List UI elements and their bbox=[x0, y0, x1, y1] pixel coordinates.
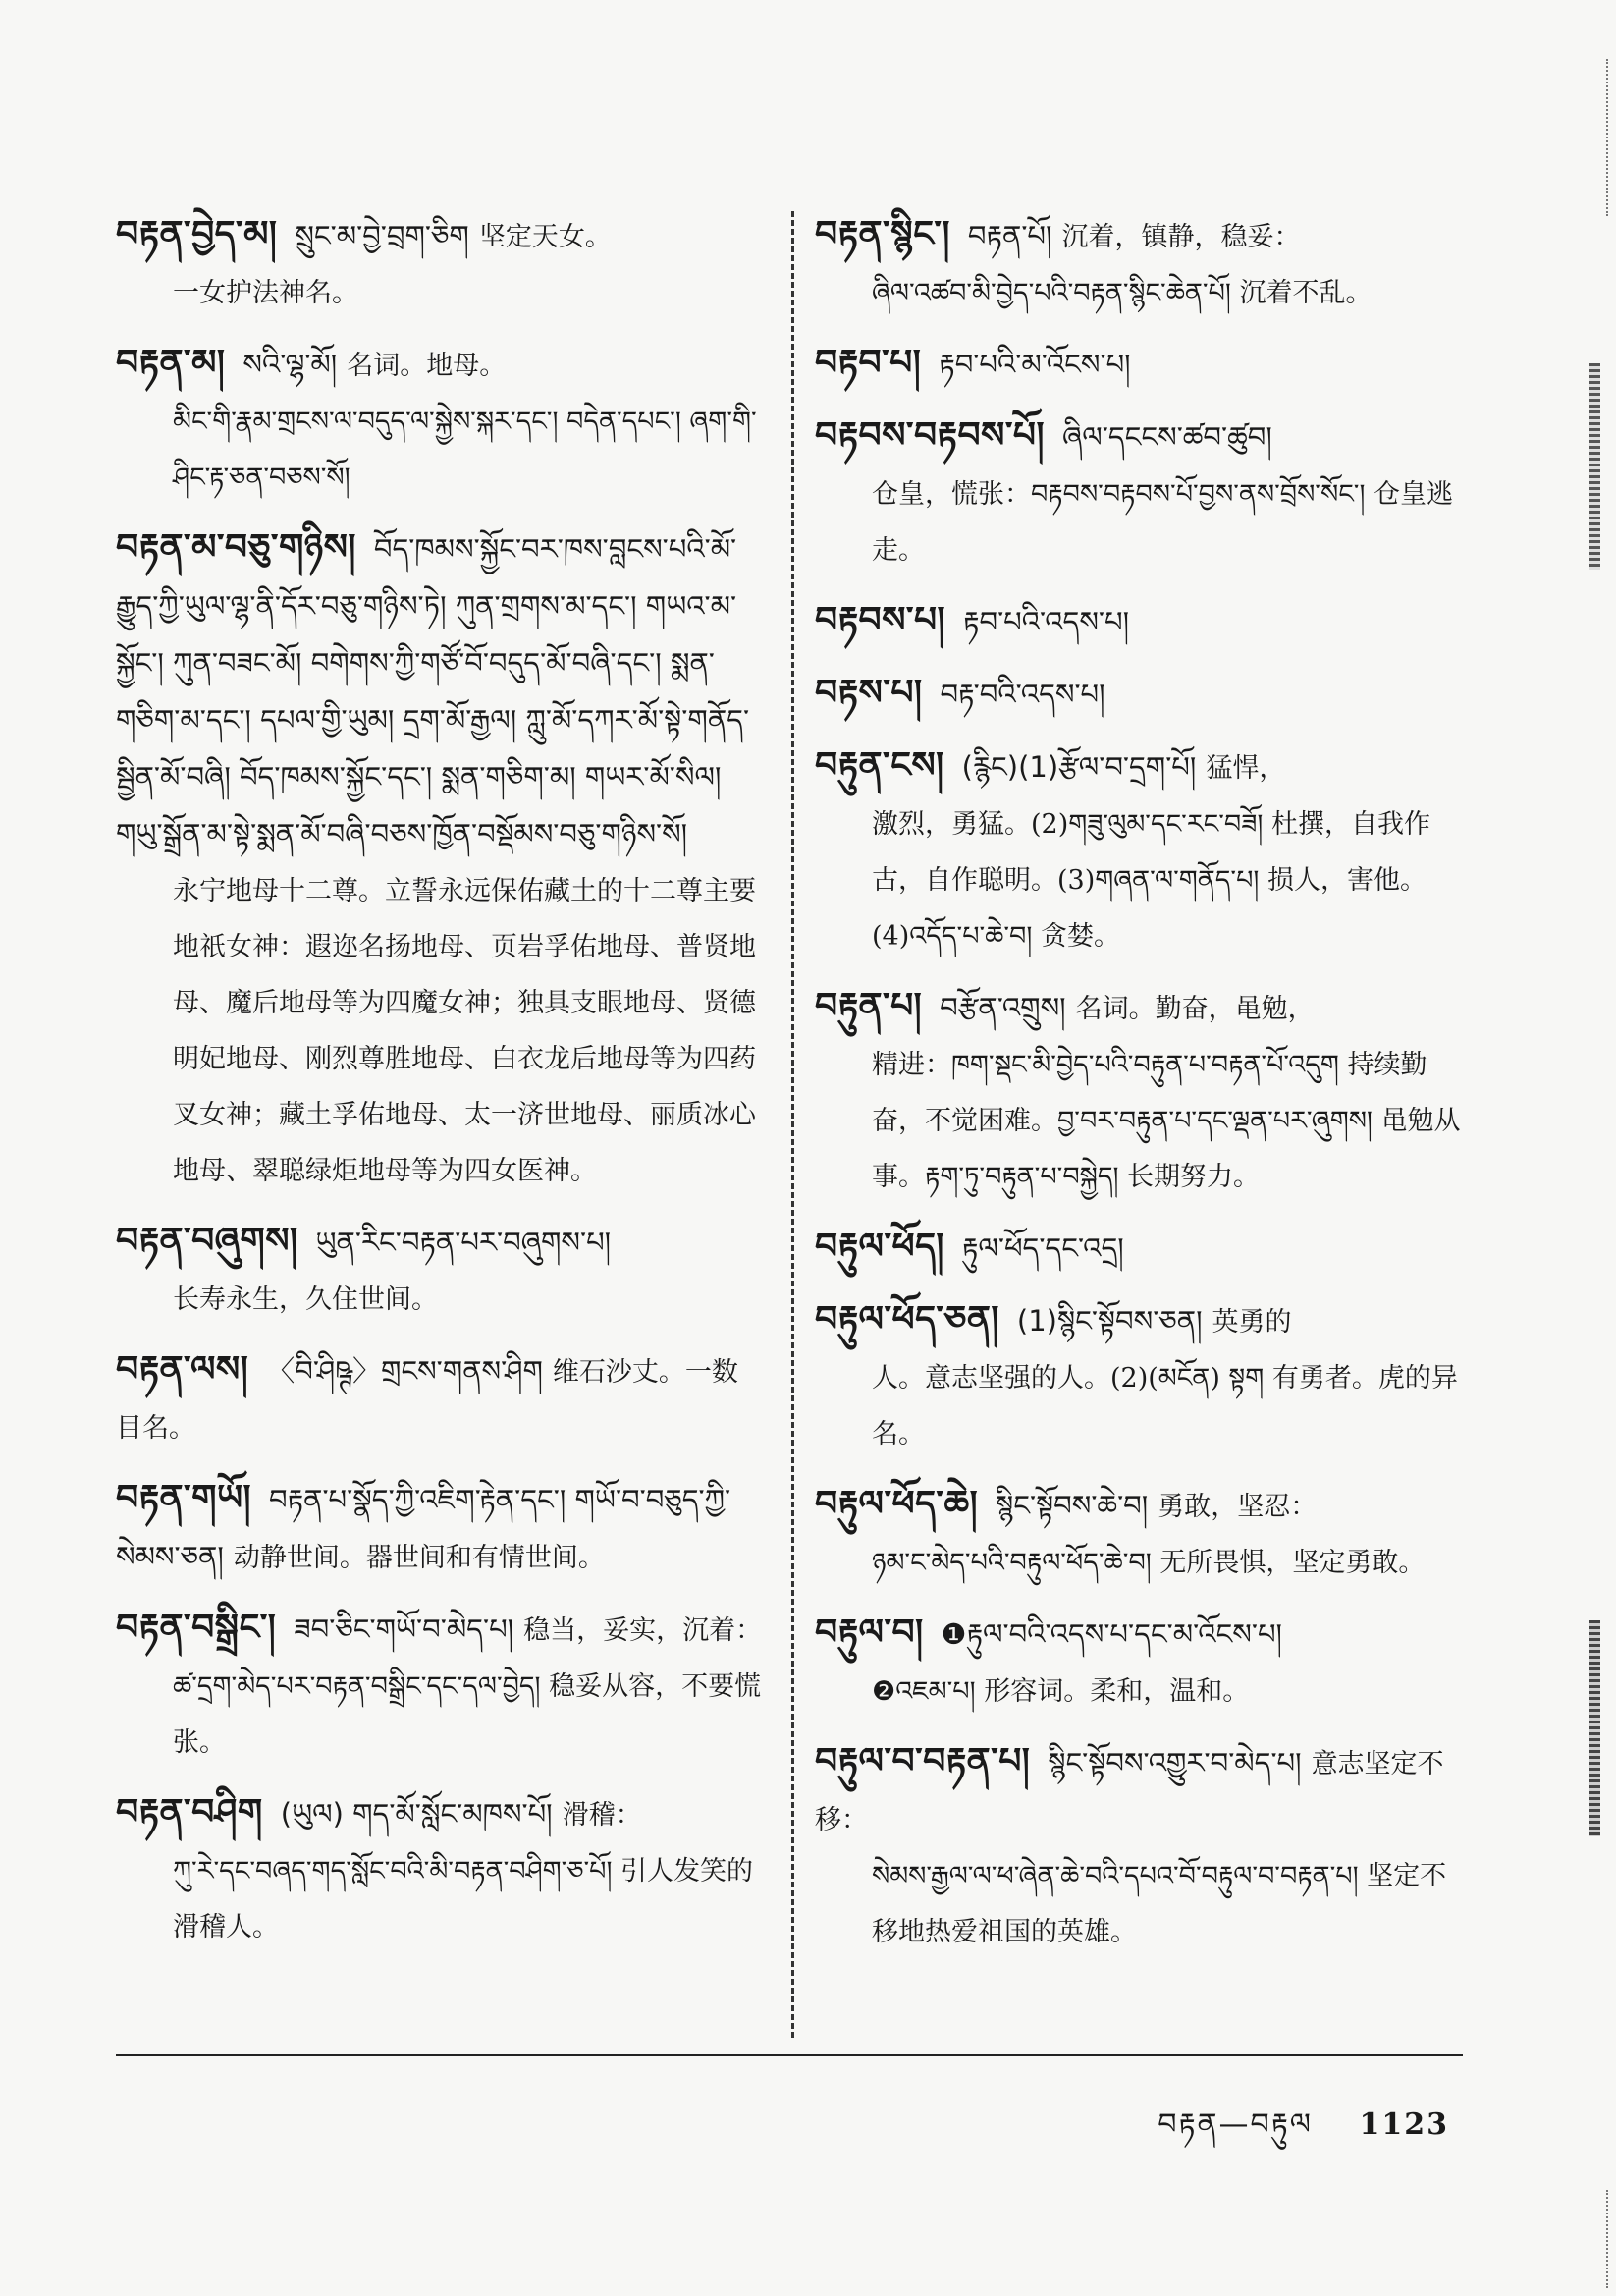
entry-headword: བརྟན་བཤིག bbox=[116, 1792, 263, 1832]
entry-definition-tibetan: ཞིལ་དངངས་ཚབ་ཚུབ། bbox=[1062, 420, 1272, 454]
entry-body: ཀུ་རེ་དང་བཞད་གད་སློང་བའི་མི་བརྟན་བཤིག་ཅ་པོ། 引人发笑的滑稽人。 bbox=[173, 1856, 754, 1942]
entry-definition-chinese: 勇敢，坚忍： bbox=[1158, 1492, 1318, 1522]
entry-definition-tibetan: ཟབ་ཅིང་གཡོ་བ་མེད་པ། bbox=[294, 1613, 514, 1646]
entry-headword: བརྟན་བསྒྲིང་། bbox=[116, 1608, 277, 1648]
entry-headword: བརྟན་བཞུགས། bbox=[116, 1221, 298, 1261]
entry-definition-tibetan: སའི་ལྷ་མོ། bbox=[242, 348, 338, 381]
scan-edge-mark bbox=[1579, 59, 1608, 216]
entry-definition-tibetan: བརྩོན་འགྲུས། bbox=[940, 991, 1066, 1024]
dictionary-entry bbox=[116, 1784, 764, 1955]
entry-headword: བརྟན་མ། bbox=[116, 343, 226, 383]
dictionary-entry bbox=[116, 1470, 764, 1586]
entry-definition-tibetan: (རྙིང)(1)རྩོལ་བ་དྲག་པོ། bbox=[961, 750, 1197, 784]
dictionary-entry bbox=[116, 519, 764, 1199]
entry-body: ཚ་དྲག་མེད་པར་བརྟན་བསྒྲིང་དང་དལ་བྱེད། 稳妥从容，不要慌张。 bbox=[173, 1671, 762, 1758]
entry-headword: བརྟུན་ངས། bbox=[815, 745, 944, 786]
right-column bbox=[815, 206, 1463, 1974]
entry-headword: བརྟན་བྱེད་མ། bbox=[116, 214, 278, 254]
entry-definition-tibetan: (ཡུལ) གད་མོ་སློང་མཁས་པོ། bbox=[280, 1797, 553, 1831]
entry-headword: བརྟུལ་ཕོད། bbox=[815, 1227, 944, 1267]
entry-definition-tibetan: རྟབ་པའི་འདས་པ། bbox=[963, 605, 1130, 638]
entry-definition-tibetan: བརྟན་པ་སྣོད་ཀྱི་འཇིག་རྟེན་དང་། གཡོ་བ་བཅུད་ཀྱི་སེམས་ཅན། bbox=[116, 1483, 731, 1573]
entry-definition-tibetan: ❶རྟུལ་བའི་འདས་པ་དང་མ་འོངས་པ། bbox=[941, 1617, 1282, 1651]
entry-body: མིང་གི་རྣམ་གྲངས་ལ་བདུད་ལ་སྐྱེས་སྐར་དང་། བདེན་དཔང་། ཞག་གི་ཤིང་རྟ་ཅན་བཅས་སོ། bbox=[173, 407, 757, 493]
entry-definition-tibetan: སྲུང་མ་བྱེ་བྲག་ཅིག bbox=[295, 219, 469, 252]
entry-body: 精进：ཁག་སྡང་མི་བྱེད་པའི་བརྟུན་པ་བརྟན་པོ་འདུག 持续勤奋，不觉困难。བྱ་བར་བརྟུན་པ་དང་ལྡན་པར་ཞུགས། 黾勉从事。རྟག་ཏུ་བརྟུན་པ་བསྐྱེད། 长期努力。 bbox=[872, 1050, 1461, 1192]
entry-headword: བརྟུལ་བ་བརྟན་པ། bbox=[815, 1741, 1031, 1781]
entry-headword: བརྟུལ་ཕོད་ཅན། bbox=[815, 1299, 999, 1339]
entry-body: 仓皇，慌张：བརྟབས་བརྟབས་པོ་བྱས་ནས་བྲོས་སོང་། 仓皇逃走。 bbox=[872, 479, 1454, 566]
entry-definition-chinese: 滑稽： bbox=[562, 1800, 642, 1831]
dictionary-entry bbox=[815, 738, 1463, 964]
dictionary-entry bbox=[815, 1605, 1463, 1720]
entry-definition-tibetan: བོད་ཁམས་སྐྱོང་བར་ཁས་བླངས་པའི་མོ་རྒྱུད་ཀྱི་ཡུལ་ལྷ་ནི་དོར་བཅུ་གཉིས་ཏེ། ཀུན་གྲགས་མ་དང་། གཡའ་མ་སྐྱོང་། ཀུན་བཟང་མོ། བགེགས་ཀྱི་གཙོ་བོ་བདུད་མོ་བཞི་དང་། སྨན་གཅིག་མ་དང་། དཔལ་གྱི་ཡུམ། དྲག་མོ་རྒྱལ། ཀླུ་མོ་དཀར་མོ་སྟེ་གནོད་སྦྱིན་མོ་བཞི། བོད་ཁམས་སྐྱོང་དང་། སྨན་གཅིག་མ། གཡར་མོ་སིལ། གཡུ་སྒྲོན་མ་སྟེ་སྨན་མོ་བཞི་བཅས་ཁྱོན་བསྡོམས་བཅུ་གཉིས་སོ། bbox=[116, 532, 750, 850]
entry-definition-tibetan: སྙིང་སྟོབས་འགྱུར་བ་མེད་པ། bbox=[1048, 1746, 1302, 1779]
column-divider bbox=[791, 211, 794, 2038]
entry-body: སེམས་རྒྱལ་ལ་ཕ་ཞེན་ཆེ་བའི་དཔའ་བོ་བརྟུལ་བ་བརྟན་པ། 坚定不移地热爱祖国的英雄。 bbox=[872, 1861, 1447, 1947]
entry-body: 人。意志坚强的人。(2)(མངོན) སྟག 有勇者。虎的异名。 bbox=[872, 1363, 1458, 1449]
entry-definition-tibetan: བརྟན་པོ། bbox=[967, 219, 1052, 252]
dictionary-entry bbox=[815, 1476, 1463, 1591]
dictionary-entry bbox=[815, 665, 1463, 724]
entry-definition-chinese: 名词。地母。 bbox=[347, 351, 507, 381]
page-number: 1123 bbox=[1359, 2107, 1449, 2142]
entry-body: ❷འཇམ་པ། 形容词。柔和，温和。 bbox=[872, 1676, 1250, 1707]
entry-headword: བརྟབས་བརྟབས་པོ། bbox=[815, 415, 1045, 456]
entry-definition-chinese: 猛悍， bbox=[1206, 753, 1286, 784]
dictionary-entry bbox=[116, 1213, 764, 1328]
entry-definition-chinese: 意志坚定不移： bbox=[815, 1749, 1444, 1835]
scan-edge-mark bbox=[1589, 1620, 1600, 1836]
entry-headword: བརྟབས་པ། bbox=[815, 600, 946, 640]
entry-definition-tibetan: (1)སྙིང་སྟོབས་ཅན། bbox=[1016, 1304, 1203, 1338]
dictionary-entry bbox=[815, 206, 1463, 321]
dictionary-entry bbox=[116, 1600, 764, 1771]
entry-body: 激烈，勇猛。(2)གཟུ་ལུམ་དང་རང་བཟོ། 杜撰，自我作古，自作聪明。(3)གཞན་ལ་གནོད་པ། 损人，害他。(4)འདོད་པ་ཆེ་བ། 贪婪。 bbox=[872, 809, 1430, 952]
scan-edge-mark bbox=[1589, 363, 1600, 570]
entry-definition-chinese: 名词。勤奋，黾勉， bbox=[1075, 994, 1315, 1024]
dictionary-entry bbox=[815, 1291, 1463, 1462]
scan-edge-mark bbox=[1579, 2190, 1608, 2288]
page-footer bbox=[1158, 2092, 1449, 2174]
dictionary-entry bbox=[815, 408, 1463, 578]
left-column bbox=[116, 206, 764, 1969]
entry-definition-chinese: 动静世间。器世间和有情世间。 bbox=[233, 1543, 605, 1573]
entry-headword: བརྟུལ་བ། bbox=[815, 1613, 924, 1653]
entry-body: ཞིལ་འཚབ་མི་བྱེད་པའི་བརྟན་སྙིང་ཆེན་པོ། 沉着不乱。 bbox=[872, 278, 1373, 308]
entry-body: 长寿永生，久住世间。 bbox=[173, 1285, 438, 1315]
dictionary-entry bbox=[815, 1219, 1463, 1278]
entry-definition-chinese: 维石沙丈。一数目名。 bbox=[116, 1357, 738, 1444]
entry-headword: བརྟུན་པ། bbox=[815, 986, 923, 1026]
entry-definition-chinese: 沉着，镇静，稳妥： bbox=[1061, 222, 1301, 252]
entry-headword: བརྟན་གཡོ། bbox=[116, 1478, 252, 1518]
entry-body: ཉམ་ང་མེད་པའི་བརྟུལ་ཕོད་ཆེ་བ། 无所畏惧，坚定勇敢。 bbox=[872, 1548, 1426, 1578]
dictionary-entry bbox=[815, 1733, 1463, 1960]
footer-rule bbox=[116, 2054, 1463, 2056]
entry-definition-tibetan: 〈བི་ཤིཥྚ〉གྲངས་གནས་ཤིག bbox=[266, 1354, 543, 1388]
entry-headword: བརྟན་སྙིང་། bbox=[815, 214, 950, 254]
entry-headword: བརྟུལ་ཕོད་ཆེ། bbox=[815, 1484, 979, 1524]
dictionary-entry bbox=[815, 978, 1463, 1205]
entry-definition-tibetan: བརྟ་བའི་འདས་པ། bbox=[940, 678, 1105, 711]
dictionary-entry bbox=[116, 1341, 764, 1456]
entry-definition-tibetan: ཡུན་རིང་བརྟན་པར་བཞུགས་པ། bbox=[315, 1226, 612, 1259]
entry-definition-tibetan: རྟུལ་ཕོད་དང་འདྲ། bbox=[961, 1231, 1124, 1265]
entry-body: 一女护法神名。 bbox=[173, 278, 358, 308]
entry-headword: བརྟས་པ། bbox=[815, 673, 923, 713]
entry-headword: བརྟན་ལས། bbox=[116, 1349, 249, 1390]
entry-headword: བརྟན་མ་བཅུ་གཉིས། bbox=[116, 527, 356, 568]
dictionary-entry bbox=[116, 206, 764, 321]
entry-definition-tibetan: སྙིང་སྟོབས་ཆེ་བ། bbox=[996, 1489, 1149, 1522]
entry-definition-tibetan: རྟབ་པའི་མ་འོངས་པ། bbox=[939, 348, 1131, 381]
entry-headword: བརྟབ་པ། bbox=[815, 343, 922, 383]
entry-definition-chinese: 英勇的 bbox=[1212, 1307, 1292, 1338]
dictionary-entry bbox=[815, 335, 1463, 394]
page-range: བརྟན—བརྟུལ bbox=[1158, 2107, 1313, 2142]
entry-definition-chinese: 稳当，妥实，沉着： bbox=[523, 1615, 763, 1646]
dictionary-entry bbox=[815, 592, 1463, 651]
dictionary-entry bbox=[116, 335, 764, 506]
entry-body: 永宁地母十二尊。立誓永远保佑藏土的十二尊主要地祇女神：遐迩名扬地母、页岩孚佑地母、普贤地母、魔后地母等为四魔女神；独具支眼地母、贤德明妃地母、刚烈尊胜地母、白衣龙后地母等为四药叉女神；藏土孚佑地母、太一济世地母、丽质冰心地母、翠聪绿炬地母等为四女医神。 bbox=[173, 876, 756, 1186]
entry-definition-chinese: 坚定天女。 bbox=[478, 222, 612, 252]
